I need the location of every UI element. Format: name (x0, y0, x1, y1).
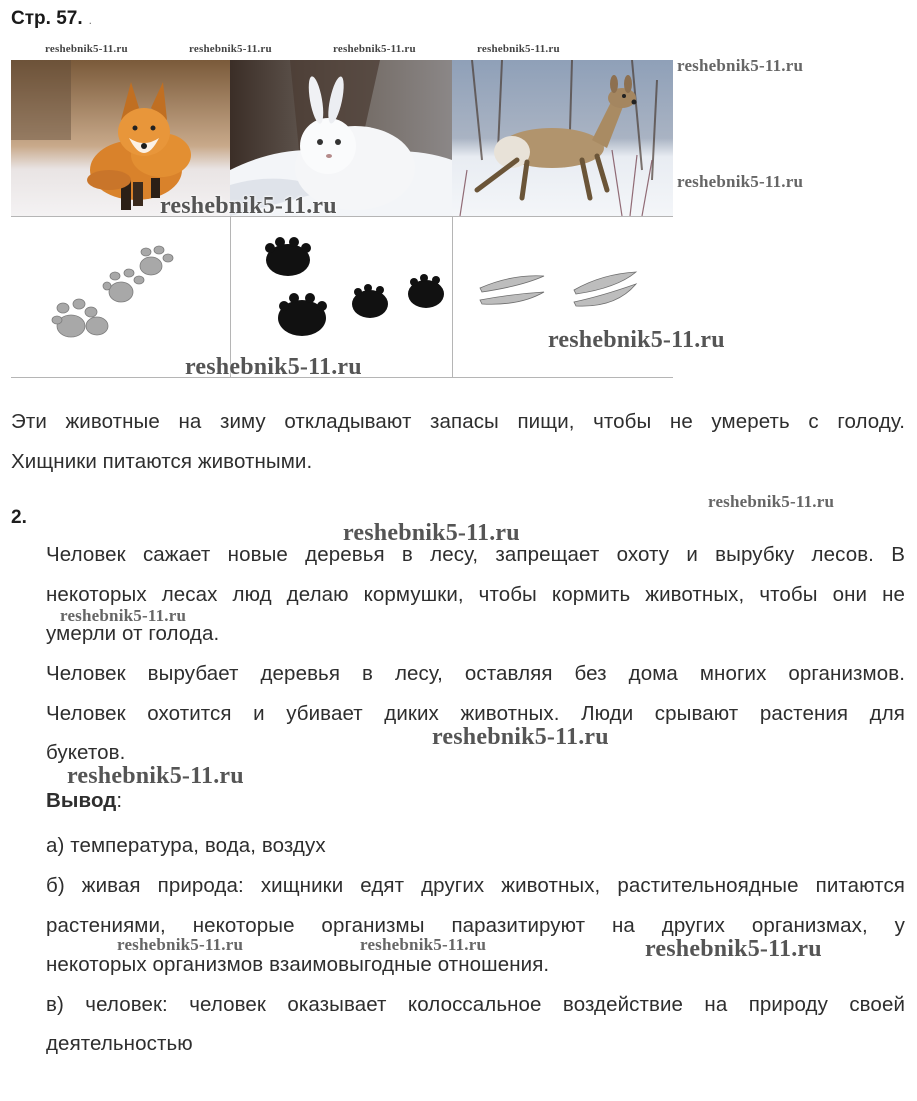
conclusion-item-c-line: в) человек: человек оказывает колоссальное воздействие на природу своей (46, 993, 905, 1016)
watermark: reshebnik5-11.ru (185, 354, 362, 380)
conclusion-item-b-line: некоторых организмов взаимовыгодные отношения. (46, 953, 550, 976)
watermark: reshebnik5-11.ru (548, 327, 725, 353)
watermark: reshebnik5-11.ru (189, 43, 272, 55)
conclusion-item-c-line: деятельностью (46, 1032, 193, 1055)
conclusion-item-b-line: б) живая природа: хищники едят других животных, растительноядные питаются (46, 874, 905, 897)
task-number: 2. (11, 507, 28, 528)
grid-line (452, 216, 453, 378)
watermark: reshebnik5-11.ru (60, 606, 187, 625)
paragraph-line: умерли от голода. (46, 622, 220, 645)
answer-line: Хищники питаются животными. (11, 450, 313, 473)
watermark: reshebnik5-11.ru (432, 724, 609, 750)
conclusion-label: Вывод (46, 789, 117, 812)
conclusion-colon: : (116, 789, 123, 812)
page-title (11, 8, 92, 30)
grid-line (11, 216, 673, 217)
paragraph-line: Человек вырубает деревья в лесу, оставляя без дома многих организмов. (46, 662, 905, 685)
conclusion-heading (46, 788, 122, 814)
paragraph-line: Человек сажает новые деревья в лесу, запрещает охоту и вырубку лесов. В (46, 543, 905, 566)
page-title-dot: . (88, 13, 92, 27)
watermark: reshebnik5-11.ru (343, 520, 520, 546)
answer-line: Эти животные на зиму откладывают запасы пищи, чтобы не умереть с голоду. (11, 410, 905, 433)
watermark: reshebnik5-11.ru (708, 492, 835, 511)
watermark: reshebnik5-11.ru (477, 43, 560, 55)
watermark: reshebnik5-11.ru (333, 43, 416, 55)
page-title-text: Стр. 57. (11, 8, 83, 29)
conclusion-item-b-line: растениями, некоторые организмы паразитируют на других организмах, у (46, 914, 905, 937)
watermark: reshebnik5-11.ru (160, 193, 337, 219)
watermark: reshebnik5-11.ru (360, 935, 487, 954)
watermark: reshebnik5-11.ru (645, 936, 822, 962)
watermark: reshebnik5-11.ru (677, 56, 804, 75)
paragraph-line: Человек охотится и убивает диких животных. Люди срывают растения для (46, 702, 905, 725)
watermark: reshebnik5-11.ru (67, 763, 244, 789)
watermark: reshebnik5-11.ru (677, 172, 804, 191)
paragraph-line: некоторых лесах люд делаю кормушки, чтобы кормить животных, чтобы они не (46, 583, 905, 606)
conclusion-item-a: а) температура, вода, воздух (46, 834, 326, 857)
watermark: reshebnik5-11.ru (45, 43, 128, 55)
paragraph-line: букетов. (46, 741, 126, 764)
roe-deer-photo (452, 60, 673, 216)
watermark: reshebnik5-11.ru (117, 935, 244, 954)
